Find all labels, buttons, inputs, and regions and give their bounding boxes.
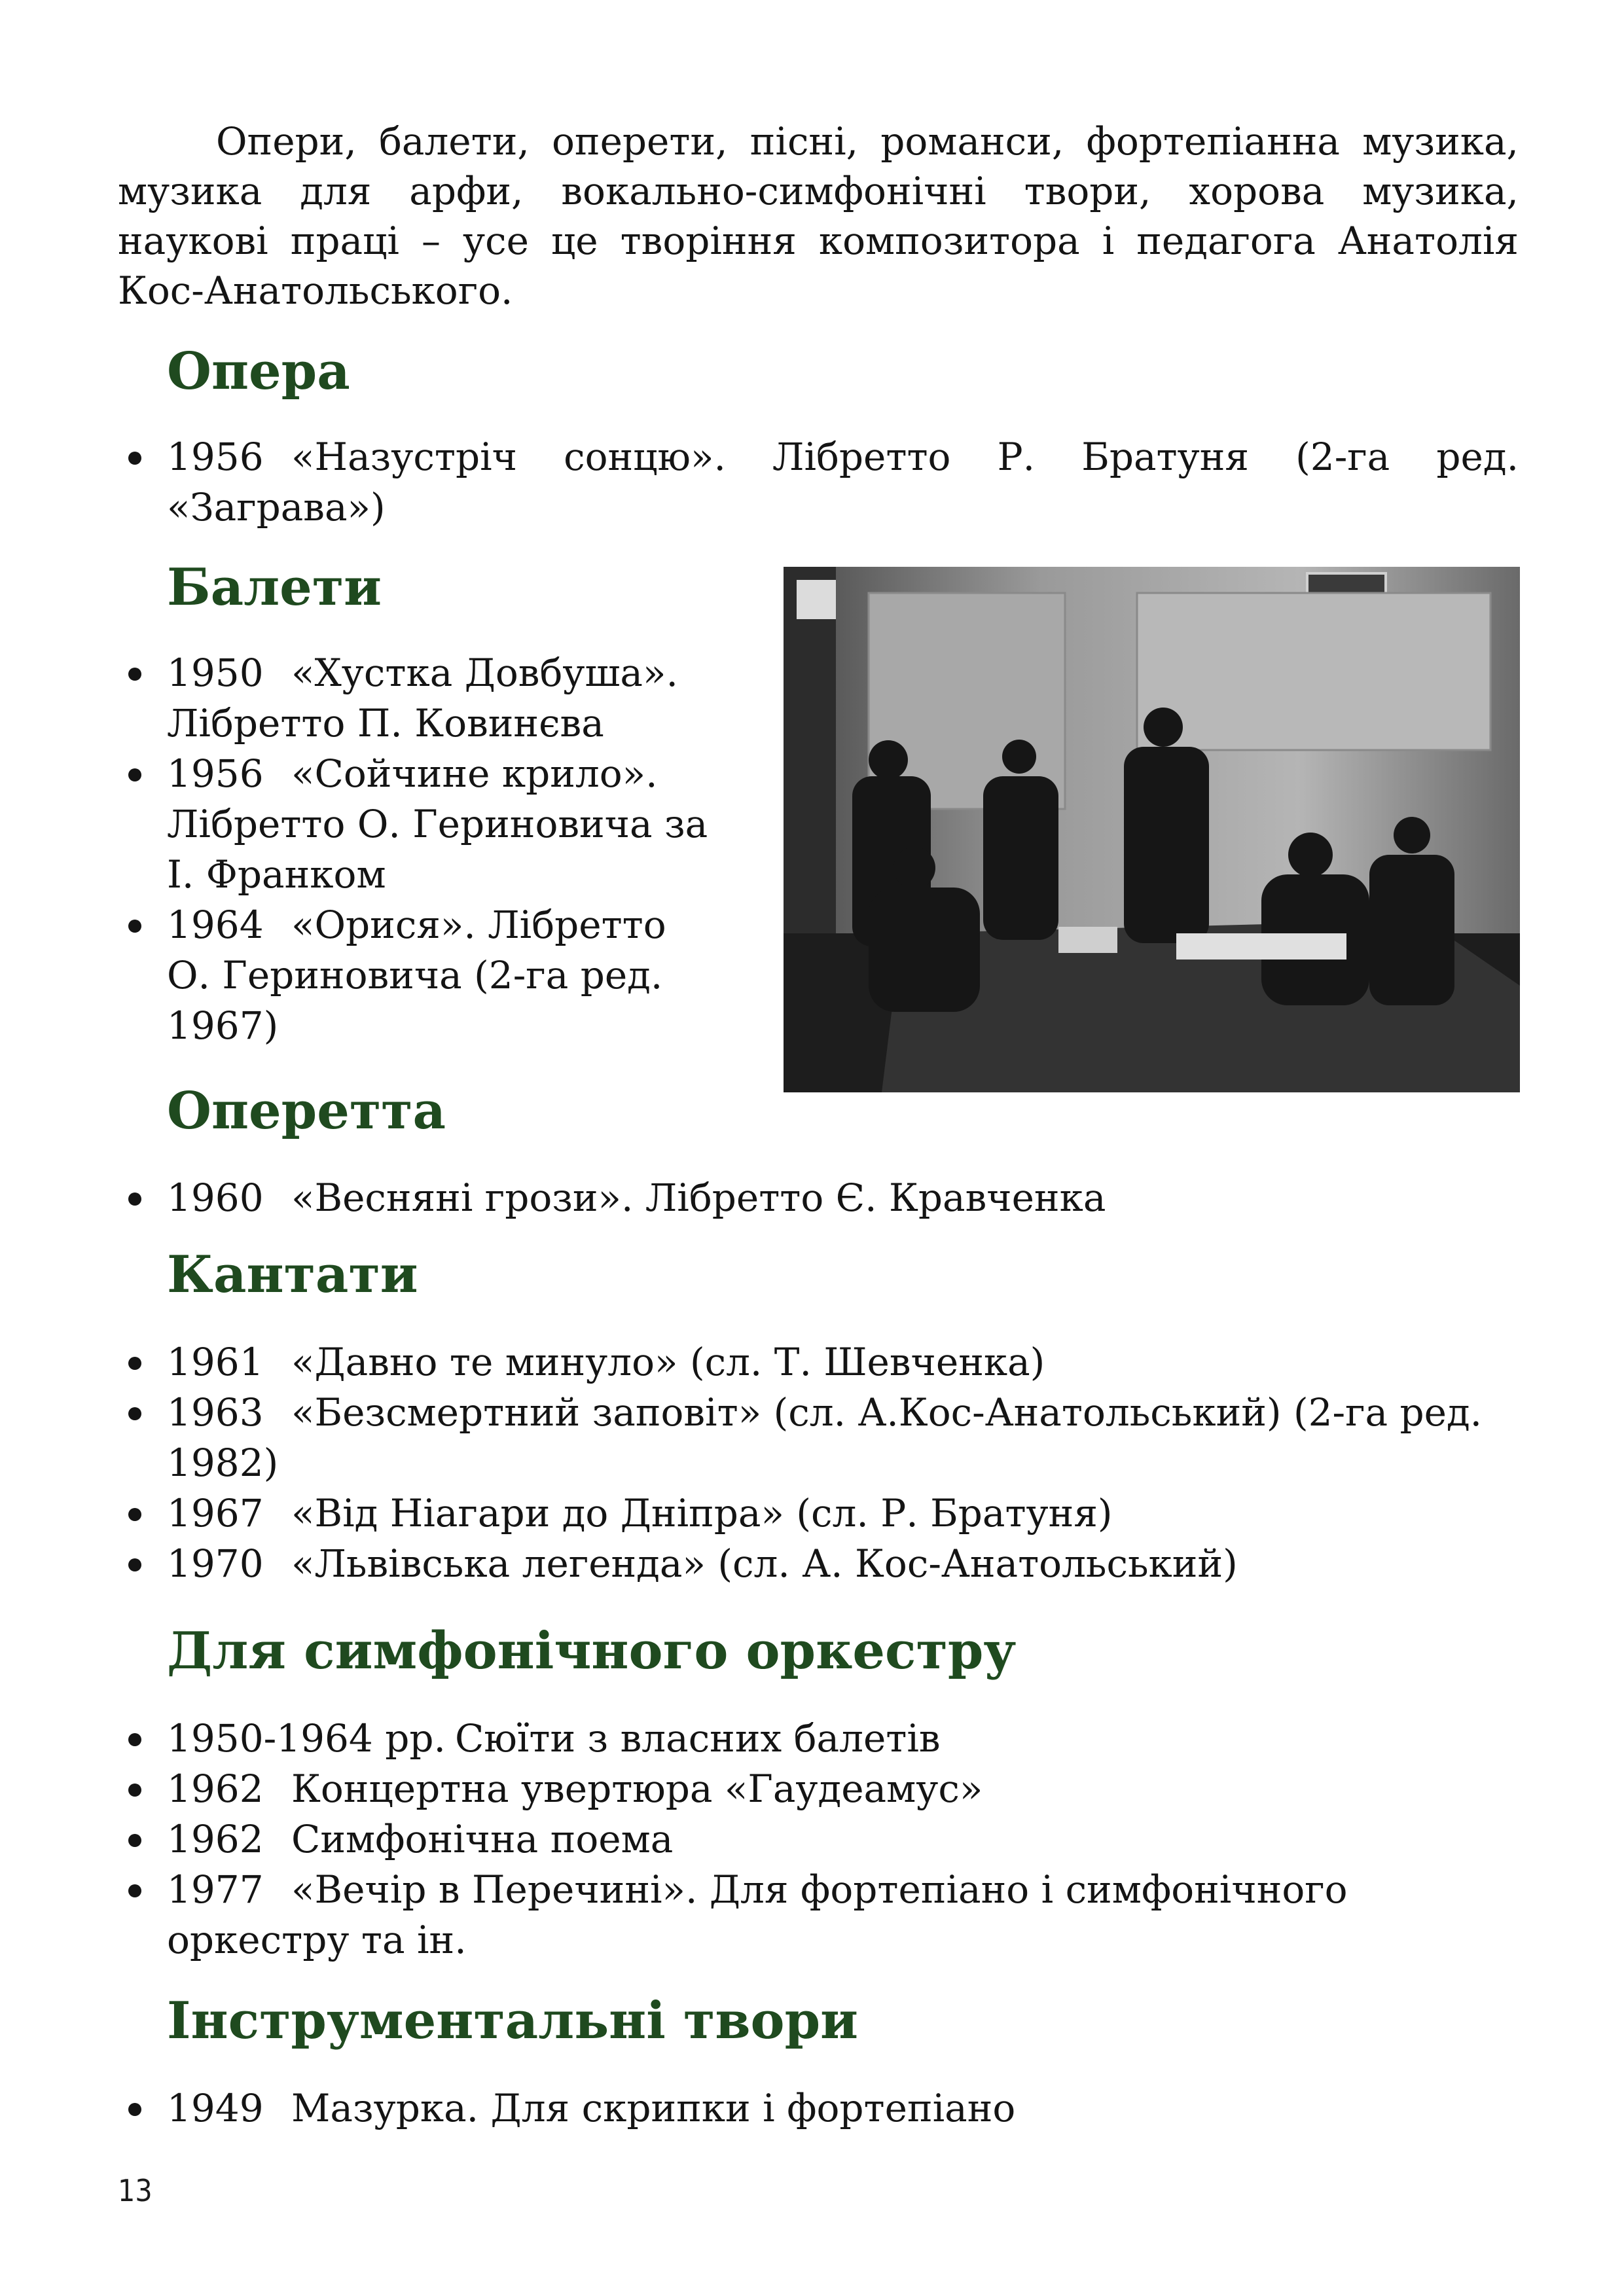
- item-year: 1949: [167, 2086, 264, 2130]
- item-text-cont: 1982): [167, 1441, 279, 1485]
- heading-cantatas: Кантати: [167, 1245, 418, 1304]
- intro-text: Опери, балети, оперети, пісні, романси, фортепіанна музика, музика для арфи, вокально-симфонічні твори, хорова музика, наукові праці – усе це творіння композитора і педагога Анатолія Кос-Анатольського.: [118, 119, 1519, 313]
- item-text-cont: Лібретто П. Ковинєва: [167, 701, 604, 745]
- heading-symphonic: Для симфонічного оркестру: [167, 1621, 1017, 1681]
- item-year: 1962: [167, 1817, 264, 1861]
- item-year: 1963: [167, 1390, 264, 1435]
- item-year: 1970: [167, 1541, 264, 1586]
- item-text-cont: 1967): [167, 1003, 279, 1048]
- item-text: «Давно те минуло» (сл. Т. Шевченка): [291, 1340, 1045, 1384]
- heading-operetta: Оперетта: [167, 1081, 446, 1141]
- list-item: [118, 1388, 1519, 1488]
- item-year: 1950-1964 рр.: [167, 1716, 446, 1761]
- item-text: «Вечір в Перечині». Для фортепіано і симфонічного: [291, 1867, 1348, 1912]
- item-text-cont: «Заграва»): [167, 485, 386, 529]
- list-cantatas: [118, 1337, 1519, 1589]
- list-instrumental: [118, 2083, 1519, 2134]
- list-item: [118, 1814, 1519, 1865]
- item-year: 1964: [167, 903, 264, 947]
- item-text-cont: Лібретто О. Гериновича за: [167, 802, 708, 846]
- item-text: «Львівська легенда» (сл. А. Кос-Анатольський): [291, 1541, 1238, 1586]
- list-item: [118, 1337, 1519, 1388]
- group-photo: [784, 567, 1520, 1092]
- item-text: «Сойчине крило».: [291, 751, 658, 796]
- item-text-cont: І. Франком: [167, 852, 386, 897]
- item-text: Мазурка. Для скрипки і фортепіано: [291, 2086, 1016, 2130]
- intro-paragraph: [118, 117, 1519, 315]
- list-item: [118, 432, 1519, 533]
- item-year: 1960: [167, 1175, 264, 1220]
- item-text-cont: оркестру та ін.: [167, 1918, 467, 1962]
- list-symphonic: [118, 1713, 1519, 1965]
- heading-opera: Опера: [167, 342, 350, 401]
- list-item: [118, 1764, 1519, 1814]
- item-text: «Орися». Лібретто: [291, 903, 666, 947]
- item-text: «Безсмертний заповіт» (сл. А.Кос-Анатольський) (2-га ред.: [291, 1390, 1483, 1435]
- item-year: 1977: [167, 1867, 264, 1912]
- list-item: [118, 749, 772, 900]
- item-text: «Від Ніагари до Дніпра» (сл. Р. Братуня): [291, 1491, 1113, 1535]
- item-text-cont: О. Гериновича (2-га ред.: [167, 953, 663, 997]
- item-text: Симфонічна поема: [291, 1817, 674, 1861]
- item-text: «Назустріч сонцю». Лібретто Р. Братуня (2-га ред.: [291, 435, 1519, 479]
- item-text: Концертна увертюра «Гаудеамус»: [291, 1767, 983, 1811]
- item-text: Сюїти з власних балетів: [454, 1716, 941, 1761]
- list-item: [118, 1173, 1519, 1223]
- item-year: 1962: [167, 1767, 264, 1811]
- heading-ballets: Балети: [167, 558, 382, 617]
- item-year: 1956: [167, 751, 264, 796]
- list-item: [118, 648, 772, 749]
- list-item: [118, 1539, 1519, 1589]
- list-opera: [118, 432, 1519, 533]
- item-year: 1950: [167, 651, 264, 695]
- item-text: «Весняні грози». Лібретто Є. Кравченка: [291, 1175, 1106, 1220]
- item-year: 1956: [167, 435, 264, 479]
- item-year: 1961: [167, 1340, 264, 1384]
- list-item: [118, 900, 772, 1051]
- group-photo-image: [784, 567, 1520, 1092]
- list-ballets: [118, 648, 772, 1051]
- item-text: «Хустка Довбуша».: [291, 651, 678, 695]
- list-item: [118, 1713, 1519, 1764]
- heading-instrumental: Інструментальні твори: [167, 1991, 858, 2051]
- item-year: 1967: [167, 1491, 264, 1535]
- page-number: 13: [118, 2173, 153, 2208]
- list-item: [118, 1865, 1519, 1965]
- list-item: [118, 1488, 1519, 1539]
- list-item: [118, 2083, 1519, 2134]
- list-operetta: [118, 1173, 1519, 1223]
